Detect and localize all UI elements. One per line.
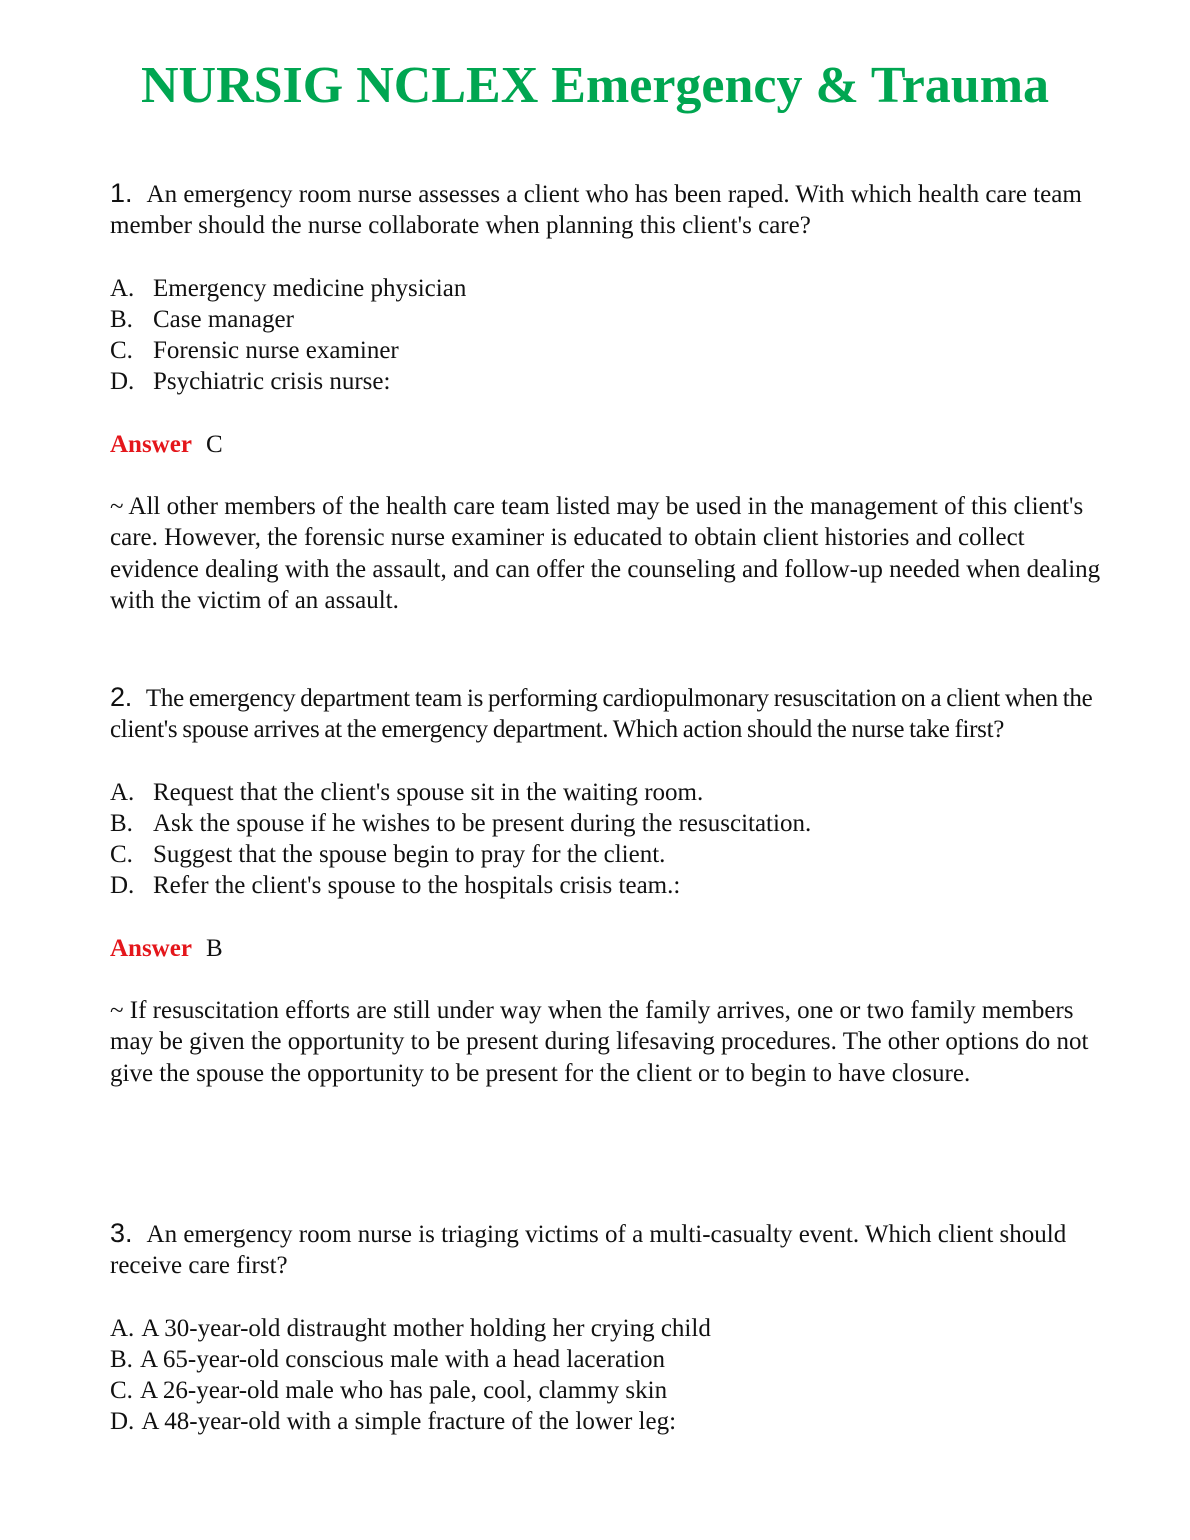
question-3-text: An emergency room nurse is triaging victims of a multi-casualty event. Which client should receive care first? — [110, 1221, 1067, 1280]
question-1-option-a — [110, 273, 1110, 304]
option-letter: A. — [110, 1314, 135, 1342]
option-text: Forensic nurse examiner — [153, 337, 399, 365]
question-3-stem — [110, 1218, 1100, 1282]
question-1-number: 1. — [110, 178, 133, 208]
answer-value: B — [205, 934, 223, 962]
option-letter: D. — [110, 1408, 135, 1436]
option-text: A 26-year-old male who has pale, cool, clammy skin — [139, 1377, 668, 1405]
question-3-option-d — [110, 1406, 1110, 1437]
option-text: Case manager — [153, 305, 294, 333]
option-text: A 30-year-old distraught mother holding her crying child — [141, 1314, 711, 1342]
answer-label: Answer — [110, 934, 192, 962]
question-2-answer — [110, 933, 1110, 964]
option-text: A 48-year-old with a simple fracture of the lower leg: — [141, 1408, 677, 1436]
option-letter: A. — [110, 778, 135, 806]
document-title: NURSIG NCLEX Emergency & Trauma — [140, 57, 1050, 114]
option-letter: C. — [110, 337, 133, 365]
question-2-number: 2. — [110, 682, 132, 712]
question-3 — [110, 1218, 1110, 1438]
option-letter: A. — [110, 274, 135, 302]
option-letter: B. — [110, 305, 133, 333]
question-1-option-c — [110, 335, 1110, 366]
answer-label: Answer — [110, 430, 192, 458]
question-2-rationale: ~ If resuscitation efforts are still under way when the family arrives, one or two family members may be given the opportunity to be present during lifesaving procedures. The other options do not give the spouse the opportunity to be present for the client or to begin to have closure. — [110, 997, 1089, 1087]
question-1-stem — [110, 178, 1100, 242]
option-letter: B. — [110, 809, 133, 837]
question-1-rationale: ~ All other members of the health care team listed may be used in the management of this client's care. However, the forensic nurse examiner is educated to obtain client histories and collect evidence dealing with the assault, and can offer the counseling and follow-up needed when dealing with the victim of an assault. — [110, 493, 1101, 614]
option-letter: C. — [110, 841, 133, 869]
option-letter: C. — [110, 1377, 133, 1405]
question-2 — [110, 682, 1110, 1089]
question-1-option-b — [110, 304, 1110, 335]
option-text: Psychiatric crisis nurse: — [153, 368, 391, 396]
option-text: Refer the client's spouse to the hospitals crisis team.: — [153, 872, 681, 900]
question-3-options — [110, 1313, 1110, 1438]
question-1-text: An emergency room nurse assesses a client who has been raped. With which health care team member should the nurse collaborate when planning this client's care? — [110, 181, 1082, 240]
question-3-option-c — [110, 1375, 1110, 1406]
option-text: A 65-year-old conscious male with a head laceration — [139, 1345, 665, 1373]
option-letter: D. — [110, 368, 135, 396]
option-text: Ask the spouse if he wishes to be present during the resuscitation. — [153, 809, 812, 837]
option-text: Emergency medicine physician — [153, 274, 467, 302]
question-2-text: The emergency department team is performing cardiopulmonary resuscitation on a client when the client's spouse arrives at the emergency department. Which action should the nurse take first? — [110, 685, 1093, 744]
question-2-option-c — [110, 839, 1110, 870]
answer-value: C — [205, 430, 223, 458]
question-3-number: 3. — [110, 1218, 133, 1248]
option-text: Suggest that the spouse begin to pray for the client. — [153, 841, 666, 869]
question-1-options — [110, 273, 1110, 398]
option-letter: D. — [110, 872, 135, 900]
question-1-answer — [110, 429, 1110, 460]
question-2-stem — [110, 682, 1110, 746]
option-letter: B. — [110, 1345, 133, 1373]
option-text: Request that the client's spouse sit in the waiting room. — [153, 778, 704, 806]
question-2-option-b — [110, 808, 1110, 839]
question-3-option-b — [110, 1344, 1110, 1375]
question-2-options — [110, 777, 1110, 902]
question-3-option-a — [110, 1313, 1110, 1344]
question-2-option-d — [110, 870, 1110, 901]
question-2-option-a — [110, 777, 1110, 808]
question-1-option-d — [110, 366, 1110, 397]
question-1 — [110, 178, 1110, 616]
